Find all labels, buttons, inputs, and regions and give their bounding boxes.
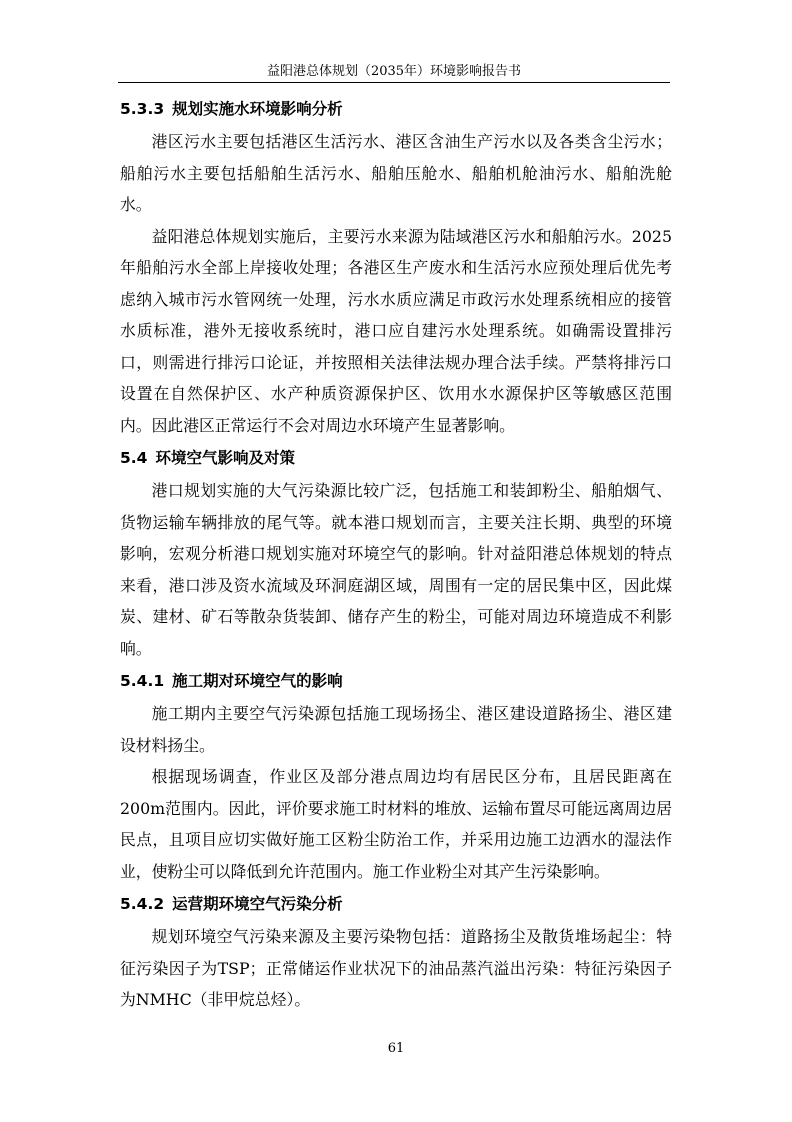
section-5-4-1 bbox=[120, 664, 672, 887]
section-title: 规划实施水环境影响分析 bbox=[172, 100, 343, 118]
paragraph: 施工期内主要空气污染源包括施工现场扬尘、港区建设道路扬尘、港区建设材料扬尘。 bbox=[120, 704, 672, 755]
paragraph: 根据现场调查，作业区及部分港点周边均有居民区分布，且居民距离在200m范围内。因此，评价要求施工时材料的堆放、运输布置尽可能远离周边居民点，且项目应切实做好施工区粉尘防治工作，并采用边施工边洒水的湿法作业，使粉尘可以降低到允许范围内。施工作业粉尘对其产生污染影响。 bbox=[120, 767, 672, 881]
header-rule bbox=[118, 82, 670, 83]
section-5-3-3 bbox=[120, 92, 672, 441]
section-heading bbox=[120, 664, 672, 698]
section-number: 5.4.2 bbox=[120, 895, 165, 913]
running-header: 益阳港总体规划（2035年）环境影响报告书 bbox=[266, 64, 522, 79]
section-heading bbox=[120, 887, 672, 921]
paragraph: 港区污水主要包括港区生活污水、港区含油生产污水以及各类含尘污水；船舶污水主要包括船舶生活污水、船舶压舱水、船舶机舱油污水、船舶洗舱水。 bbox=[120, 132, 672, 214]
section-heading bbox=[120, 92, 672, 126]
paragraph: 港口规划实施的大气污染源比较广泛，包括施工和装卸粉尘、船舶烟气、货物运输车辆排放的尾气等。就本港口规划而言，主要关注长期、典型的环境影响，宏观分析港口规划实施对环境空气的影响。针对益阳港总体规划的特点来看，港口涉及资水流域及环洞庭湖区域，周围有一定的居民集中区，因此煤炭、建材、矿石等散杂货装卸、储存产生的粉尘，可能对周边环境造成不利影响。 bbox=[120, 481, 672, 658]
section-title: 环境空气影响及对策 bbox=[155, 449, 295, 467]
paragraph: 规划环境空气污染来源及主要污染物包括：道路扬尘及散货堆场起尘：特征污染因子为TSP；正常储运作业状况下的油品蒸汽溢出污染：特征污染因子为NMHC（非甲烷总烃）。 bbox=[120, 927, 672, 1009]
page-number: 61 bbox=[387, 1041, 405, 1056]
page-content bbox=[120, 92, 672, 1016]
section-5-4 bbox=[120, 441, 672, 664]
section-title: 运营期环境空气污染分析 bbox=[172, 895, 343, 913]
section-title: 施工期对环境空气的影响 bbox=[172, 672, 343, 690]
paragraph: 益阳港总体规划实施后，主要污水来源为陆域港区污水和船舶污水。2025年船舶污水全部上岸接收处理；各港区生产废水和生活污水应预处理后优先考虑纳入城市污水管网统一处理，污水水质应满足市政污水处理系统相应的接管水质标准，港外无接收系统时，港口应自建污水处理系统。如确需设置排污口，则需进行排污口论证，并按照相关法律法规办理合法手续。严禁将排污口设置在自然保护区、水产种质资源保护区、饮用水水源保护区等敏感区范围内。因此港区正常运行不会对周边水环境产生显著影响。 bbox=[120, 226, 672, 435]
section-5-4-2 bbox=[120, 887, 672, 1016]
section-number: 5.3.3 bbox=[120, 100, 165, 118]
section-number: 5.4 bbox=[120, 449, 148, 467]
section-heading bbox=[120, 441, 672, 475]
section-number: 5.4.1 bbox=[120, 672, 165, 690]
